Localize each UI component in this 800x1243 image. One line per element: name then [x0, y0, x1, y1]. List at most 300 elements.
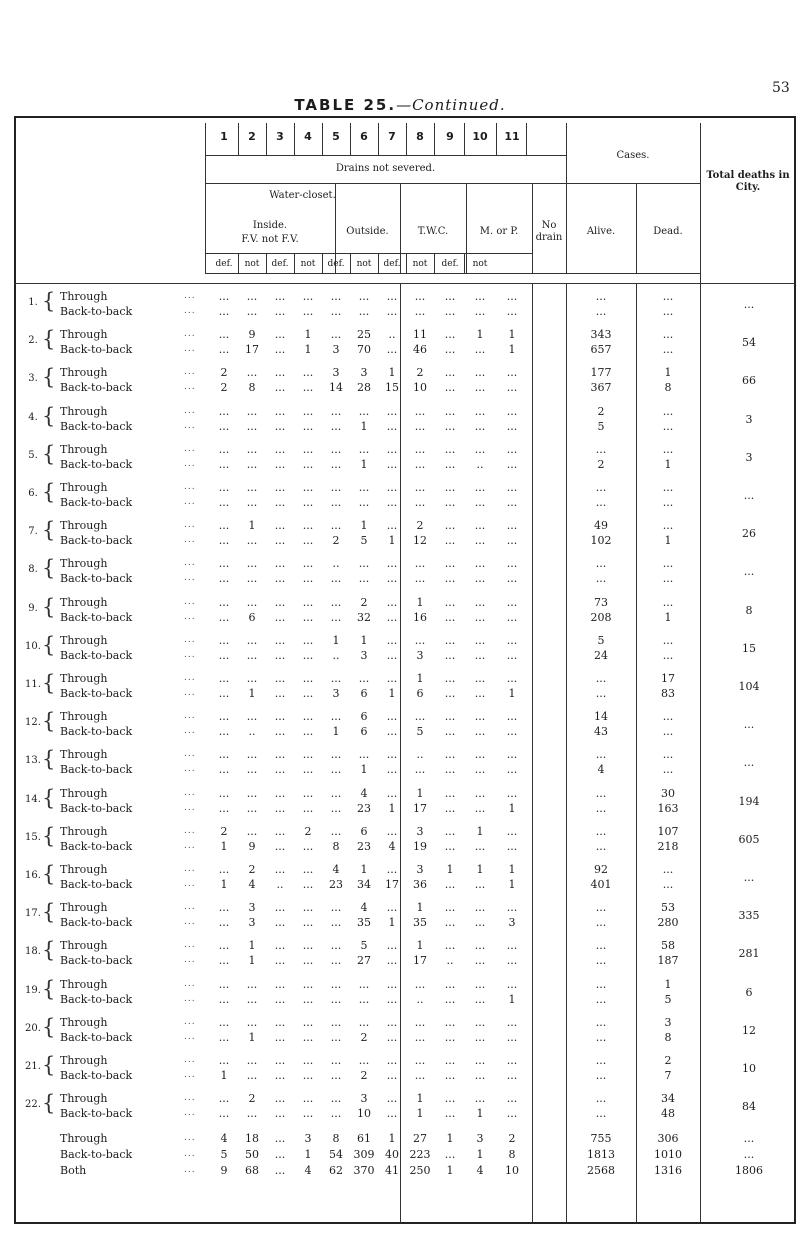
row-leader-dots: ... [184, 978, 196, 989]
total-deaths: ... [743, 298, 755, 311]
row-leader-dots: ... [184, 382, 196, 393]
alive-header: Alive. [586, 226, 616, 237]
row-number: 18. [25, 946, 41, 958]
alive-through: 14 [594, 710, 608, 724]
row-label-through: Through [60, 1092, 108, 1106]
back-to-back-cell: ... [474, 1030, 486, 1044]
alive-through: ... [595, 824, 607, 838]
back-to-back-cell: 3 [248, 916, 256, 930]
back-to-back-cell: ... [274, 954, 286, 968]
total-deaths: ... [743, 565, 755, 579]
totals-cell: 2 [508, 1132, 516, 1145]
row-leader-dots: ... [184, 1031, 196, 1042]
through-cell: ... [506, 519, 518, 533]
through-cell: 4 [360, 786, 368, 800]
back-to-back-cell: 28 [357, 381, 371, 395]
back-to-back-cell: ... [302, 839, 314, 853]
dead-back-to-back: 7 [664, 1069, 672, 1082]
through-cell: ... [386, 442, 398, 456]
totals-alive: 1813 [587, 1148, 615, 1161]
back-to-back-cell: ... [330, 954, 342, 968]
dead-back-to-back: 83 [661, 687, 675, 700]
through-cell: ... [414, 481, 426, 494]
through-cell: ... [246, 557, 258, 571]
through-cell: ... [474, 939, 486, 953]
through-cell: ... [330, 710, 342, 724]
back-to-back-cell: ... [330, 419, 342, 433]
row-label-through: Through [60, 633, 108, 647]
through-cell: ... [302, 786, 314, 800]
through-cell: 1 [248, 939, 256, 953]
row-leader-dots: ... [184, 329, 196, 340]
column-number-divider [434, 123, 435, 155]
dead-back-to-back: ... [662, 496, 674, 509]
through-cell: ... [274, 481, 286, 494]
row-label-back-to-back: Back-to-back [60, 610, 133, 624]
row-leader-dots: ... [184, 1070, 196, 1080]
column-number-divider [266, 123, 267, 155]
totals-leader-dots: ... [184, 1133, 196, 1143]
through-cell: ... [218, 748, 230, 762]
dead-through: 1 [664, 977, 672, 991]
total-deaths: 84 [742, 1100, 756, 1114]
back-to-back-cell: 1 [416, 1107, 424, 1121]
through-cell: ... [444, 748, 456, 762]
dead-back-to-back: 280 [657, 916, 679, 930]
dead-back-to-back: 1 [664, 534, 672, 548]
subheader-divider [464, 253, 465, 273]
row-leader-dots: ... [184, 482, 196, 492]
row-brace: { [42, 976, 56, 1001]
through-cell: 1 [416, 901, 424, 915]
back-to-back-cell: ... [246, 496, 258, 509]
dead-back-to-back: 5 [664, 992, 672, 1006]
through-cell: ... [246, 404, 258, 418]
back-to-back-cell: 6 [248, 610, 256, 624]
alive-through: ... [595, 1092, 607, 1106]
back-to-back-cell: 8 [332, 839, 340, 853]
back-to-back-cell: ... [330, 801, 342, 815]
back-to-back-cell: ... [302, 801, 314, 815]
alive-through: ... [595, 481, 607, 494]
alive-back-to-back: 401 [590, 878, 612, 891]
dead-through: ... [662, 863, 674, 876]
header-row-line [205, 273, 700, 274]
back-to-back-cell: 6 [416, 687, 424, 700]
back-to-back-cell: 1 [220, 878, 228, 891]
through-cell: ... [246, 633, 258, 647]
through-cell: ... [330, 1054, 342, 1067]
through-cell: ... [474, 786, 486, 800]
back-to-back-cell: .. [332, 648, 340, 662]
back-to-back-cell: ... [358, 496, 370, 509]
table-title-main: TABLE 25. [294, 96, 397, 114]
back-to-back-cell: 3 [332, 343, 340, 357]
row-leader-dots: ... [184, 726, 196, 737]
through-cell: ... [386, 481, 398, 494]
header-col-line [566, 123, 567, 273]
back-to-back-cell: ... [358, 992, 370, 1006]
row-brace: { [42, 900, 56, 925]
through-cell: ... [302, 1092, 314, 1106]
through-cell: 1 [508, 328, 516, 342]
row-label-back-to-back: Back-to-back [60, 1069, 133, 1082]
subheader-divider [406, 253, 407, 273]
through-cell: ... [474, 595, 486, 609]
dead-through: 2 [664, 1054, 672, 1067]
twc-header: T.W.C. [417, 226, 449, 237]
totals-cell: 1 [446, 1164, 454, 1177]
def-not-subheader: def. [215, 259, 233, 269]
back-to-back-cell: ... [302, 305, 314, 318]
row-brace: { [42, 632, 56, 657]
total-deaths: 281 [738, 947, 760, 961]
back-to-back-cell: .. [276, 878, 284, 891]
dead-through: ... [662, 748, 674, 762]
back-to-back-cell: ... [302, 1069, 314, 1082]
row-label-back-to-back: Back-to-back [60, 572, 133, 586]
dead-through: ... [662, 710, 674, 724]
back-to-back-cell: 16 [413, 610, 427, 624]
back-to-back-cell: ... [444, 801, 456, 815]
back-to-back-cell: 3 [508, 916, 516, 930]
through-cell: ... [444, 786, 456, 800]
back-to-back-cell: ... [506, 610, 518, 624]
back-to-back-cell: ... [444, 916, 456, 930]
through-cell: 3 [248, 901, 256, 915]
row-label-through: Through [60, 366, 108, 380]
back-to-back-cell: ... [386, 1107, 398, 1121]
back-to-back-cell: ... [246, 763, 258, 777]
row-number: 7. [28, 526, 38, 538]
totals-cell: 370 [353, 1164, 375, 1177]
row-label-through: Through [60, 977, 108, 991]
row-number: 13. [25, 755, 41, 767]
row-label-through: Through [60, 481, 108, 494]
through-cell: 2 [360, 595, 368, 609]
total-deaths: 194 [738, 794, 760, 808]
back-to-back-cell: ... [506, 457, 518, 471]
back-to-back-cell: 1 [508, 687, 516, 700]
through-cell: ... [358, 977, 370, 991]
through-cell: ... [358, 1015, 370, 1029]
through-cell: ... [330, 595, 342, 609]
row-label-through: Through [60, 328, 108, 342]
water-closet-header: Water-closet. [269, 190, 336, 201]
through-cell: ... [444, 366, 456, 380]
through-cell: ... [444, 519, 456, 533]
dead-back-to-back: 218 [657, 839, 679, 853]
row-label-through: Through [60, 557, 108, 571]
back-to-back-cell: 10 [413, 381, 427, 395]
back-to-back-cell: ... [414, 1069, 426, 1082]
back-to-back-cell: ... [506, 534, 518, 548]
total-deaths: 6 [745, 985, 753, 999]
row-label-back-to-back: Back-to-back [60, 801, 133, 815]
through-cell: ... [506, 710, 518, 724]
alive-back-to-back: 24 [594, 648, 608, 662]
back-to-back-cell: 4 [388, 839, 396, 853]
through-cell: ... [246, 1054, 258, 1067]
back-to-back-cell: 3 [332, 687, 340, 700]
back-to-back-cell: ... [386, 572, 398, 586]
back-to-back-cell: ... [274, 1107, 286, 1121]
through-cell: ... [246, 290, 258, 303]
alive-back-to-back: ... [595, 496, 607, 509]
row-brace: { [42, 365, 56, 390]
through-cell: ... [218, 1054, 230, 1067]
back-to-back-cell: ... [386, 725, 398, 739]
through-cell: ... [302, 710, 314, 724]
back-to-back-cell: 1 [360, 419, 368, 433]
row-label-through: Through [60, 595, 108, 609]
through-cell: ... [386, 748, 398, 762]
back-to-back-cell: ... [218, 1030, 230, 1044]
back-to-back-cell: ... [444, 343, 456, 357]
total-deaths: 605 [738, 832, 760, 846]
row-label-back-to-back: Back-to-back [60, 534, 133, 548]
through-cell: ... [302, 366, 314, 380]
through-cell: ... [506, 939, 518, 953]
through-cell: ... [414, 1054, 426, 1067]
through-cell: ... [386, 404, 398, 418]
back-to-back-cell: .. [416, 992, 424, 1006]
back-to-back-cell: ... [330, 496, 342, 509]
header-row-line [14, 283, 796, 284]
totals-label: Back-to-back [60, 1148, 133, 1161]
back-to-back-cell: ... [218, 572, 230, 586]
through-cell: ... [358, 404, 370, 418]
back-to-back-cell: ... [414, 1030, 426, 1044]
through-cell: 1 [360, 863, 368, 876]
through-cell: ... [474, 748, 486, 762]
through-cell: ... [218, 786, 230, 800]
back-to-back-cell: ... [302, 572, 314, 586]
no-drain-header: No drain [535, 220, 563, 243]
page-number: 53 [772, 80, 790, 96]
through-cell: 1 [416, 1092, 424, 1106]
total-deaths: 335 [738, 909, 760, 923]
back-to-back-cell: ... [386, 992, 398, 1006]
through-cell: ... [474, 672, 486, 685]
totals-cell: 309 [353, 1148, 375, 1161]
row-leader-dots: ... [184, 955, 196, 966]
through-cell: ... [218, 901, 230, 915]
row-label-back-to-back: Back-to-back [60, 1107, 133, 1121]
through-cell: ... [246, 786, 258, 800]
back-to-back-cell: ... [330, 305, 342, 318]
through-cell: ... [474, 290, 486, 303]
through-cell: ... [330, 939, 342, 953]
back-to-back-cell: ... [302, 763, 314, 777]
row-label-through: Through [60, 1015, 108, 1029]
through-cell: ... [358, 481, 370, 494]
column-number: 7 [388, 130, 396, 143]
back-to-back-cell: ... [386, 496, 398, 509]
row-leader-dots: ... [184, 520, 196, 531]
alive-back-to-back: ... [595, 305, 607, 318]
back-to-back-cell: 3 [416, 648, 424, 662]
subheader-divider [350, 253, 351, 273]
back-to-back-cell: ... [302, 954, 314, 968]
back-to-back-cell: ... [246, 534, 258, 548]
back-to-back-cell: ... [506, 381, 518, 395]
column-number: 11 [504, 130, 520, 143]
column-number-divider [406, 123, 407, 155]
row-brace: { [42, 289, 56, 313]
back-to-back-cell: ... [444, 1107, 456, 1121]
back-to-back-cell: ... [474, 381, 486, 395]
totals-cell: 50 [245, 1148, 259, 1161]
back-to-back-cell: 1 [508, 343, 516, 357]
row-number: 12. [25, 717, 41, 729]
through-cell: ... [386, 633, 398, 647]
row-leader-dots: ... [184, 825, 196, 836]
through-cell: ... [274, 557, 286, 571]
through-cell: ... [274, 442, 286, 456]
through-cell: ... [302, 290, 314, 303]
back-to-back-cell: ... [302, 1030, 314, 1044]
through-cell: ... [506, 481, 518, 494]
through-cell: ... [386, 290, 398, 303]
row-brace: { [42, 671, 56, 695]
total-deaths: 3 [745, 412, 753, 426]
row-leader-dots: ... [184, 864, 196, 874]
totals-dead: 1010 [654, 1148, 682, 1161]
through-cell: ... [386, 710, 398, 724]
table-title [0, 96, 800, 114]
back-to-back-cell: ... [330, 1030, 342, 1044]
row-number: 20. [25, 1022, 41, 1034]
through-cell: 1 [476, 863, 484, 876]
through-cell: ... [302, 633, 314, 647]
row-number: 10. [25, 640, 41, 652]
back-to-back-cell: ... [302, 878, 314, 891]
through-cell: 1 [476, 824, 484, 838]
header-row-line [205, 253, 532, 254]
through-cell: ... [330, 519, 342, 533]
through-cell: 3 [332, 366, 340, 380]
back-to-back-cell: ... [274, 916, 286, 930]
through-cell: ... [386, 863, 398, 876]
back-to-back-cell: ... [414, 763, 426, 777]
dead-back-to-back: ... [662, 419, 674, 433]
row-number: 16. [25, 870, 41, 881]
back-to-back-cell: 23 [329, 878, 343, 891]
back-to-back-cell: ... [506, 648, 518, 662]
through-cell: ... [302, 977, 314, 991]
row-leader-dots: ... [184, 917, 196, 928]
through-cell: ... [506, 977, 518, 991]
alive-back-to-back: 657 [590, 343, 612, 357]
row-label-back-to-back: Back-to-back [60, 839, 133, 853]
row-leader-dots: ... [184, 405, 196, 416]
alive-through: ... [595, 557, 607, 571]
column-number-divider [526, 123, 527, 155]
row-leader-dots: ... [184, 611, 196, 622]
back-to-back-cell: 2 [360, 1069, 368, 1082]
row-leader-dots: ... [184, 902, 196, 913]
back-to-back-cell: ... [302, 534, 314, 548]
through-cell: ... [302, 1015, 314, 1029]
row-label-back-to-back: Back-to-back [60, 343, 133, 357]
row-label-through: Through [60, 1054, 108, 1067]
total-deaths: 54 [742, 336, 756, 350]
back-to-back-cell: ... [302, 457, 314, 471]
through-cell: ... [274, 672, 286, 685]
row-label-through: Through [60, 442, 108, 456]
back-to-back-cell: ... [474, 1069, 486, 1082]
back-to-back-cell: 23 [357, 839, 371, 853]
column-number-divider [238, 123, 239, 155]
through-cell: 3 [360, 1092, 368, 1106]
back-to-back-cell: 34 [357, 878, 371, 891]
through-cell: ... [330, 1092, 342, 1106]
column-number: 3 [276, 130, 284, 143]
row-brace: { [42, 1014, 56, 1039]
back-to-back-cell: ... [444, 878, 456, 891]
row-label-through: Through [60, 672, 108, 685]
def-not-subheader: not [300, 259, 316, 269]
totals-cell: 10 [505, 1164, 519, 1177]
column-number: 6 [360, 130, 368, 143]
through-cell: 6 [360, 710, 368, 724]
back-to-back-cell: ... [414, 572, 426, 586]
back-to-back-cell: ... [506, 1069, 518, 1082]
back-to-back-cell: 1 [360, 763, 368, 777]
back-to-back-cell: ... [386, 763, 398, 777]
through-cell: .. [416, 748, 424, 762]
back-to-back-cell: 23 [357, 801, 371, 815]
through-cell: ... [330, 1015, 342, 1029]
through-cell: ... [506, 290, 518, 303]
through-cell: ... [358, 1054, 370, 1067]
dead-through: ... [662, 633, 674, 647]
alive-through: ... [595, 290, 607, 303]
row-label-through: Through [60, 824, 108, 838]
through-cell: ... [218, 1092, 230, 1106]
dead-through: ... [662, 328, 674, 342]
row-leader-dots: ... [184, 840, 196, 851]
alive-back-to-back: 102 [590, 534, 612, 548]
row-leader-dots: ... [184, 1016, 196, 1027]
alive-back-to-back: 367 [590, 381, 612, 395]
through-cell: ... [506, 824, 518, 838]
header-col-line [700, 123, 701, 283]
back-to-back-cell: ... [218, 648, 230, 662]
totals-label: Through [60, 1132, 108, 1145]
back-to-back-cell: 1 [388, 687, 396, 700]
through-cell: ... [506, 748, 518, 762]
dead-through: ... [662, 481, 674, 494]
row-number: 3. [28, 373, 38, 385]
back-to-back-cell: ... [330, 457, 342, 471]
back-to-back-cell: ... [218, 496, 230, 509]
total-deaths: ... [743, 718, 755, 732]
back-to-back-cell: ... [506, 1030, 518, 1044]
through-cell: ... [414, 633, 426, 647]
through-cell: ... [506, 1092, 518, 1106]
row-label-back-to-back: Back-to-back [60, 878, 133, 891]
through-cell: ... [246, 442, 258, 456]
through-cell: ... [330, 824, 342, 838]
dead-back-to-back: 48 [661, 1107, 675, 1121]
column-number: 1 [220, 130, 228, 143]
through-cell: ... [444, 977, 456, 991]
dead-through: 1 [664, 366, 672, 380]
through-cell: ... [474, 1015, 486, 1029]
alive-through: ... [595, 977, 607, 991]
